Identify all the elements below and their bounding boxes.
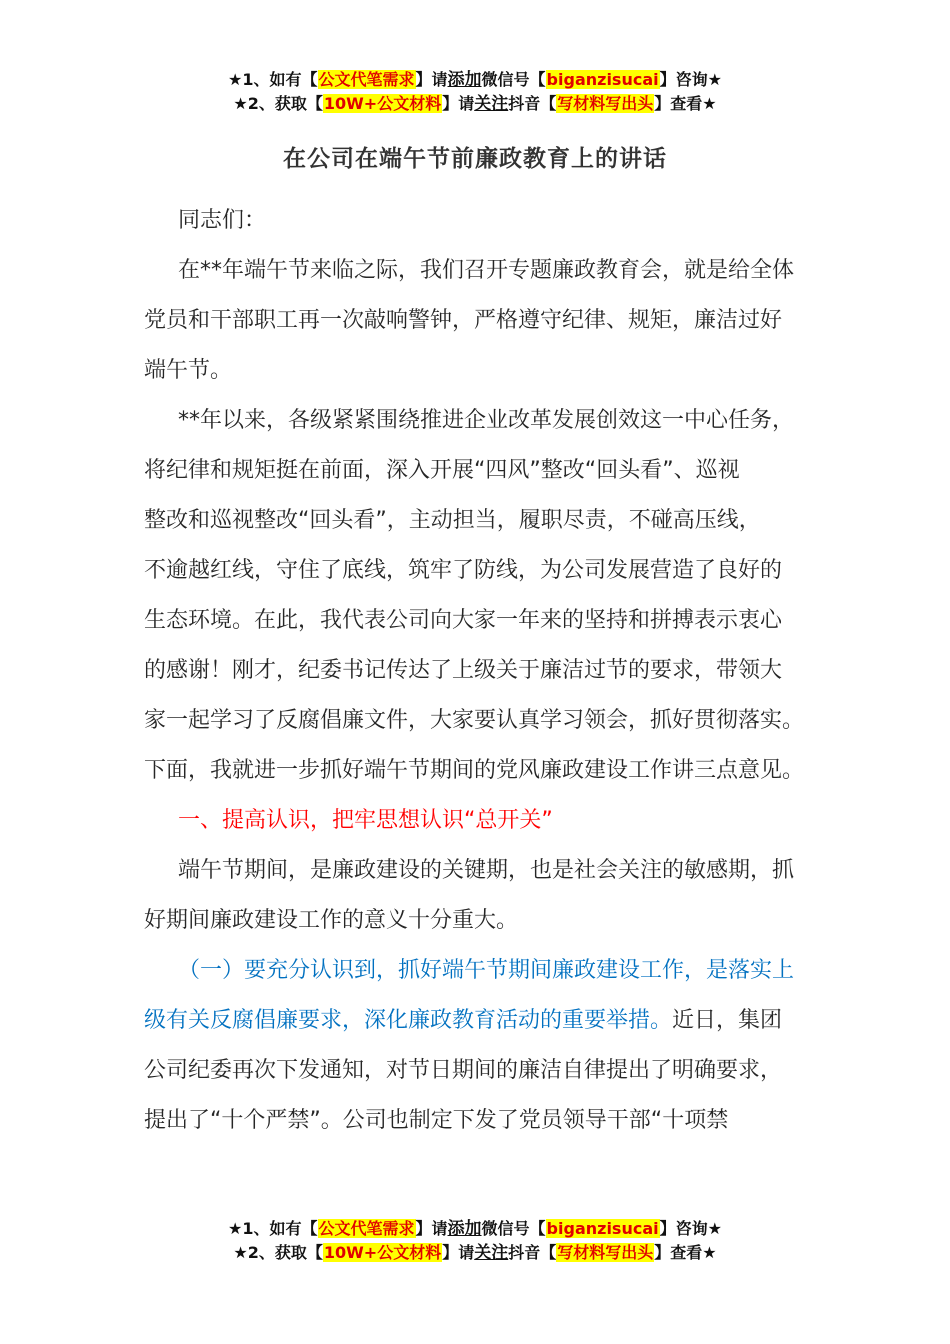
notice-line-2 xyxy=(0,92,950,116)
text-line: 党员和干部职工再一次敲响警钟，严格遵守纪律、规矩，廉洁过好 xyxy=(144,308,783,333)
notice-text: 抖音【 xyxy=(508,1243,557,1262)
text-line: 提出了“十个严禁”。公司也制定下发了党员领导干部“十项禁 xyxy=(144,1108,729,1133)
notice-wechat-id: biganzisucai xyxy=(546,1219,659,1238)
notice-wechat-id: biganzisucai xyxy=(546,70,659,89)
notice-text: 】请 xyxy=(415,70,448,89)
notice-emphasis: 关注 xyxy=(474,1243,509,1263)
section-heading-1 xyxy=(144,796,824,846)
heading-text: 一、提高认识，把牢思想认识“总开关” xyxy=(178,808,553,833)
notice-text: ★2、获取【 xyxy=(233,94,323,113)
text-line: 端午节。 xyxy=(144,358,233,383)
top-notice xyxy=(0,68,950,116)
notice-highlight: 10W+公文材料 xyxy=(323,1243,442,1262)
notice-text: 微信号【 xyxy=(481,1219,546,1238)
notice-emphasis: 添加 xyxy=(447,1219,482,1239)
notice-line-1 xyxy=(0,1217,950,1241)
notice-text: ★2、获取【 xyxy=(233,1243,323,1262)
notice-text: 】查看★ xyxy=(654,94,717,113)
text-line xyxy=(144,996,824,1046)
text-line: 在**年端午节来临之际，我们召开专题廉政教育会，就是给全体 xyxy=(178,258,795,283)
bottom-notice xyxy=(0,1217,950,1265)
text-line: 端午节期间，是廉政建设的关键期，也是社会关注的敏感期，抓 xyxy=(178,858,795,883)
subheading-text: （一）要充分认识到，抓好端午节期间廉政建设工作，是落实上 xyxy=(178,958,795,983)
notice-emphasis: 添加 xyxy=(447,70,482,90)
notice-text: ★1、如有【 xyxy=(228,70,318,89)
paragraph-3 xyxy=(144,846,824,946)
body-text: 近日，集团 xyxy=(672,1008,783,1033)
text-line: 好期间廉政建设工作的意义十分重大。 xyxy=(144,908,519,933)
notice-text: 】请 xyxy=(442,94,475,113)
document-title: 在公司在端午节前廉政教育上的讲话 xyxy=(283,146,667,172)
notice-highlight: 公文代笔需求 xyxy=(318,1219,415,1238)
text-line: 整改和巡视整改“回头看”，主动担当，履职尽责，不碰高压线， xyxy=(144,508,761,533)
paragraph-1 xyxy=(144,246,824,396)
notice-emphasis: 关注 xyxy=(474,94,509,114)
notice-highlight: 公文代笔需求 xyxy=(318,70,415,89)
text-line: 将纪律和规矩挺在前面，深入开展“四风”整改“回头看”、巡视 xyxy=(144,458,740,483)
text-line: 的感谢！刚才，纪委书记传达了上级关于廉洁过节的要求，带领大 xyxy=(144,658,783,683)
notice-text: 抖音【 xyxy=(508,94,557,113)
notice-line-1 xyxy=(0,68,950,92)
notice-text: 】请 xyxy=(442,1243,475,1262)
notice-text: ★1、如有【 xyxy=(228,1219,318,1238)
notice-line-2 xyxy=(0,1241,950,1265)
notice-douyin-id: 写材料写出头 xyxy=(557,1243,654,1262)
notice-text: 】请 xyxy=(415,1219,448,1238)
notice-douyin-id: 写材料写出头 xyxy=(557,94,654,113)
notice-text: 】咨询★ xyxy=(659,70,722,89)
text-line: 不逾越红线，守住了底线，筑牢了防线，为公司发展营造了良好的 xyxy=(144,558,783,583)
notice-text: 微信号【 xyxy=(481,70,546,89)
text-line: **年以来，各级紧紧围绕推进企业改革发展创效这一中心任务， xyxy=(178,408,795,433)
notice-highlight: 10W+公文材料 xyxy=(323,94,442,113)
salutation: 同志们： xyxy=(178,208,267,233)
subheading-text: 级有关反腐倡廉要求，深化廉政教育活动的重要举措。 xyxy=(144,1008,673,1033)
notice-text: 】咨询★ xyxy=(659,1219,722,1238)
text-line: 下面，我就进一步抓好端午节期间的党风廉政建设工作讲三点意见。 xyxy=(144,758,805,783)
text-line: 生态环境。在此，我代表公司向大家一年来的坚持和拼搏表示衷心 xyxy=(144,608,783,633)
paragraph-2 xyxy=(144,396,824,796)
text-line: 家一起学习了反腐倡廉文件，大家要认真学习领会，抓好贯彻落实。 xyxy=(144,708,805,733)
subsection-1 xyxy=(144,946,824,1146)
notice-text: 】查看★ xyxy=(654,1243,717,1262)
text-line: 公司纪委再次下发通知，对节日期间的廉洁自律提出了明确要求， xyxy=(144,1058,783,1083)
document-body xyxy=(144,196,824,1146)
